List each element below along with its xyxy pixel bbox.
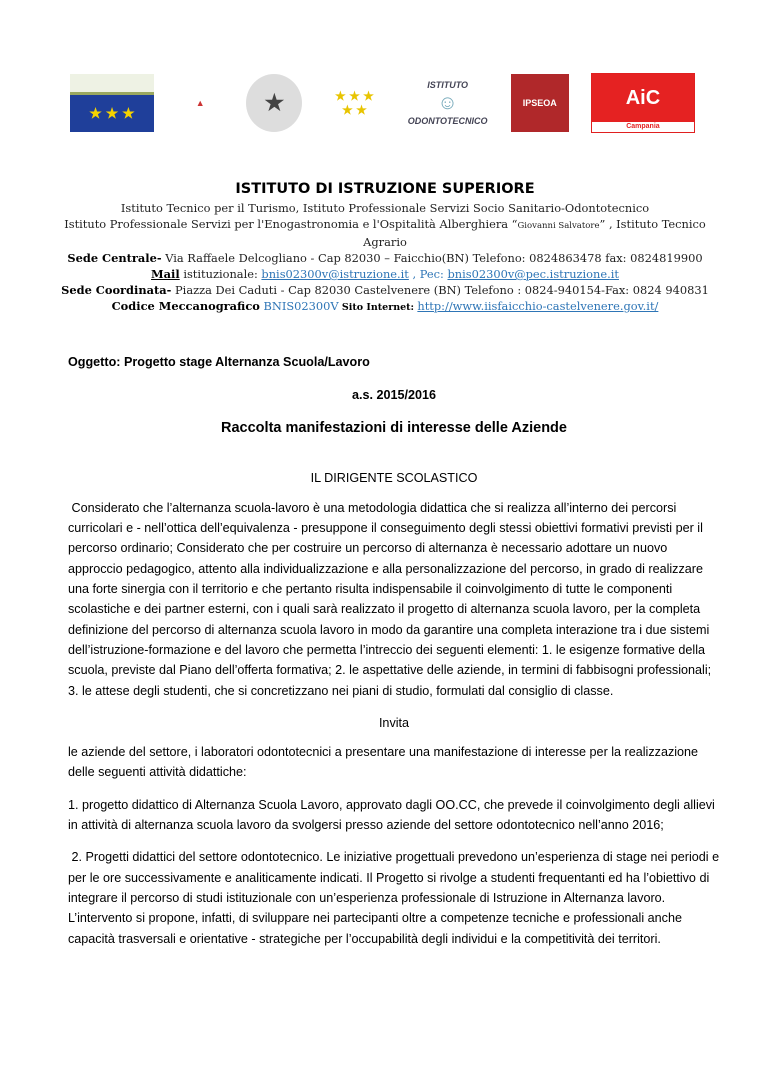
republic-emblem-logo: ★	[246, 74, 302, 132]
odontotecnico-logo: ISTITUTO ☺ ODONTOTECNICO	[407, 80, 488, 126]
punto-2: 2. Progetti didattici del settore odontotecnico. Le iniziative progettuali prevedono un’esperienza di stage nei periodi e per le ore successivamente e analiticamente indicati. Il Progetto si rivolge a studenti frequentanti ed ha l’obiettivo di integrare il percorso di studi istituzionale con un’esperienza professionale di Istruzione in Alternanza lavoro. L’intervento si propone, infatti, di sviluppare nei partecipanti oltre a competenze tecniche e professionali anche capacità trasversali e orientative - strategiche per l’occupabilità degli individui e la competitività dei territori.	[68, 850, 723, 946]
sede-coordinata	[60, 282, 710, 298]
codice: BNIS02300V	[259, 299, 339, 313]
label: Mail	[151, 267, 180, 281]
text: Via Raffaele Delcogliano - Cap 82030 – Faicchio(BN) Telefono: 0824863478 fax: 0824819900	[161, 251, 703, 265]
dove-logo: ▲	[195, 98, 205, 108]
mail-line	[60, 266, 710, 282]
website-link[interactable]: http://www.iisfaicchio-castelvenere.gov.it/	[417, 299, 659, 313]
text: istituzionale:	[179, 267, 262, 281]
institute-line-1: Istituto Tecnico per il Turismo, Istituto Professionale Servizi Socio Sanitario-Odontotecnico	[120, 201, 650, 215]
institute-line-2	[60, 216, 710, 250]
considerato-paragraph: Considerato che l’alternanza scuola-lavoro è una metodologia didattica che si realizza all’interno dei percorsi curricolari e - nell’ottica dell’equivalenza - presuppone il conseguimento degli stessi obiettivi formativi previsti per il percorso ordinario; Considerato che per costruire un percorso di alternanza è necessario adottare un nuovo approccio pedagogico, attento alla individualizzazione e alla personalizzazione del percorso, in grado di realizzare una forte sinergia con il territorio e che pertanto risulta indispensabile il coinvolgimento di tutte le componenti scolastiche e dei partner esterni, con i quali sarà realizzato il progetto di alternanza scuola lavoro, per la completa definizione del percorso di alternanza scuola lavoro in modo da garantire una completa interazione tra i due sistemi dell’istruzione-formazione e del lavoro che permetta l’intreccio dei seguenti elementi: 1. le esigenze formative della scuola, previste dal Piano dell’offerta formativa; 2. le aspettative delle aziende, in termini di fabbisogni professionali; 3. le attese degli studenti, che si concretizzano nei piani di studio, formulati dal consiglio di classe.	[68, 500, 715, 698]
invita-heading: Invita	[378, 715, 410, 730]
text: ” , Istituto Tecnico Agrario	[363, 217, 706, 249]
dirigente-heading: IL DIRIGENTE SCOLASTICO	[310, 470, 478, 485]
oggetto	[68, 352, 720, 372]
aziende-paragraph: le aziende del settore, i laboratori odontotecnici a presentare una manifestazione di interesse per la realizzazione delle seguenti attività didattiche:	[68, 745, 699, 780]
anno	[68, 385, 720, 405]
label: Codice Meccanografico	[111, 299, 260, 313]
text: Istituto Professionale Servizi per l'Enogastronomia e l'Ospitalità Alberghiera “	[64, 217, 518, 231]
stars-logo: ★ ★ ★ ★ ★	[334, 89, 374, 117]
letter-body	[68, 352, 723, 949]
codice-line	[60, 298, 710, 316]
label: Sede Centrale-	[67, 251, 162, 265]
sede-centrale	[60, 250, 710, 266]
school-name: Giovanni Salvatore	[517, 221, 600, 231]
ipseoa-logo: IPSEOA	[511, 74, 569, 132]
eu-logo: ★ ★ ★	[70, 74, 154, 132]
institute-title: ISTITUTO DI ISTRUZIONE SUPERIORE	[235, 181, 535, 197]
school-year: a.s. 2015/2016	[351, 388, 437, 403]
mail-link[interactable]: bnis02300v@istruzione.it	[261, 267, 409, 281]
label: Sede Coordinata-	[61, 283, 172, 297]
pec-link[interactable]: bnis02300v@pec.istruzione.it	[447, 267, 619, 281]
text: Piazza Dei Caduti - Cap 82030 Castelvenere (BN) Telefono : 0824-940154-Fax: 0824 940831	[171, 283, 709, 297]
label: Sito Internet:	[338, 302, 418, 313]
punto-1: 1. progetto didattico di Alternanza Scuola Lavoro, approvato dagli OO.CC, che prevede il coinvolgimento degli allievi in attività di alternanza scuola lavoro da svolgersi presso aziende del settore odontotecnico nell’anno 2016;	[68, 797, 715, 833]
subject: Oggetto: Progetto stage Alternanza Scuola/Lavoro	[68, 355, 370, 369]
letterhead	[60, 180, 710, 316]
logo-strip	[70, 72, 695, 134]
document-title: Raccolta manifestazioni di interesse delle Aziende	[221, 419, 567, 436]
aic-logo: AiC Campania	[591, 73, 695, 133]
text: , Pec:	[408, 267, 448, 281]
